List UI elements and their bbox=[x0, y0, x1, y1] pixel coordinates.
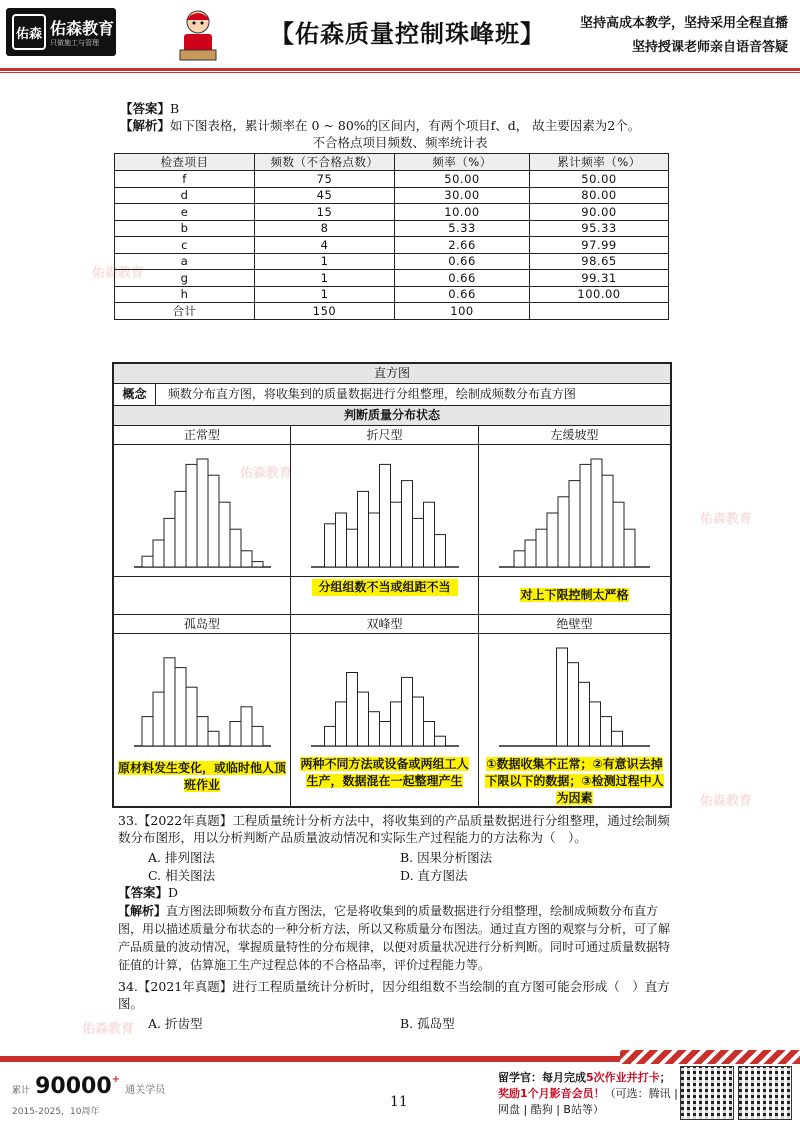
histogram-bar bbox=[380, 722, 391, 747]
table-row bbox=[115, 253, 669, 270]
histogram-chart-left-slope bbox=[479, 445, 670, 577]
answer-block bbox=[120, 100, 680, 151]
histogram-bar bbox=[175, 491, 186, 567]
histogram-bar bbox=[514, 551, 525, 567]
histogram-bar bbox=[612, 731, 623, 746]
header-slogan-1: 坚持高成本教学，坚持采用全程直播 bbox=[579, 16, 788, 31]
histogram-bar bbox=[413, 518, 424, 567]
table-cell: e bbox=[115, 204, 255, 221]
table-row bbox=[115, 303, 669, 320]
table-cell: 97.99 bbox=[530, 237, 669, 254]
histogram-chart-zigzag bbox=[291, 445, 479, 577]
learners-count bbox=[12, 1074, 165, 1099]
chart-cell bbox=[291, 634, 479, 756]
promo-reward: 奖励1个月影音会员！ bbox=[498, 1087, 605, 1100]
histogram-bar bbox=[241, 707, 252, 746]
table-cell: 15 bbox=[255, 204, 395, 221]
table-header: 频数（不合格点数） bbox=[255, 154, 395, 171]
page-header bbox=[0, 0, 800, 78]
histogram-bar bbox=[175, 668, 186, 746]
histogram-bar bbox=[525, 540, 536, 567]
table-row bbox=[115, 220, 669, 237]
note-island: 原材料发生变化，或临时他人顶班作业 bbox=[118, 761, 287, 792]
learners-number: 90000 bbox=[35, 1074, 112, 1099]
histogram-bar bbox=[624, 529, 635, 567]
type-label-island: 孤岛型 bbox=[114, 615, 291, 634]
table-cell: 10.00 bbox=[395, 204, 530, 221]
table-cell: 0.66 bbox=[395, 253, 530, 270]
answer-label: 【答案】 bbox=[118, 885, 169, 900]
table-cell: b bbox=[115, 220, 255, 237]
q34-option-b: B. 孤岛型 bbox=[400, 1016, 455, 1031]
histogram-bar bbox=[230, 529, 241, 567]
table-cell: 2.66 bbox=[395, 237, 530, 254]
page-number: 11 bbox=[390, 1094, 408, 1110]
table-cell: 0.66 bbox=[395, 270, 530, 287]
note-bimodal: 两种不同方法或设备或两组工人生产，数据混在一起整理产生 bbox=[300, 757, 469, 788]
table-cell bbox=[530, 303, 669, 320]
histogram-bar bbox=[230, 722, 241, 747]
histogram-bar bbox=[591, 459, 602, 567]
table-row bbox=[115, 270, 669, 287]
frequency-table bbox=[114, 153, 669, 320]
chart-cell bbox=[291, 445, 479, 577]
histogram-bar bbox=[142, 556, 153, 567]
q33-option-a: A. 排列图法 bbox=[148, 850, 215, 865]
table-cell: 95.33 bbox=[530, 220, 669, 237]
histogram-bar bbox=[153, 692, 164, 746]
histogram-bar bbox=[391, 502, 402, 567]
table-cell: a bbox=[115, 253, 255, 270]
promo-text-a: 每月完成 bbox=[542, 1071, 586, 1084]
question-33-stem: 33.【2022年真题】工程质量统计分析方法中，将收集到的产品质量数据进行分组整理，通过绘制频数分布图形，用以分析判断产品质量波动情况和实际生产过程能力的方法称为（ ）。 bbox=[118, 813, 670, 845]
histogram-bar bbox=[208, 475, 219, 567]
histogram-bar bbox=[413, 697, 424, 746]
histogram-bar bbox=[358, 491, 369, 567]
histogram-bar bbox=[186, 687, 197, 746]
note-left-slope: 对上下限控制太严格 bbox=[520, 588, 629, 602]
table-cell: 1 bbox=[255, 270, 395, 287]
promo-text-b: 5次作业并打卡 bbox=[586, 1071, 660, 1084]
table-header: 检查项目 bbox=[115, 154, 255, 171]
histogram-bar bbox=[557, 648, 568, 746]
histogram-chart-bimodal bbox=[291, 634, 479, 756]
watermark: 佑森教育 bbox=[82, 1022, 135, 1037]
promo-label: 留学官： bbox=[498, 1071, 542, 1084]
table-cell: 98.65 bbox=[530, 253, 669, 270]
q34-option-a: A. 折齿型 bbox=[148, 1016, 203, 1031]
table-cell: 150 bbox=[255, 303, 395, 320]
analysis-label: 【解析】 bbox=[118, 904, 167, 918]
table-cell: 4 bbox=[255, 237, 395, 254]
learners-prefix: 累计 bbox=[12, 1086, 31, 1096]
histogram-bar bbox=[424, 722, 435, 747]
note-cell bbox=[479, 577, 670, 615]
histogram-bar bbox=[252, 726, 263, 746]
histogram-bar bbox=[601, 717, 612, 746]
histogram-chart-island bbox=[114, 634, 291, 756]
section-title: 判断质量分布状态 bbox=[114, 406, 670, 426]
table-row bbox=[115, 187, 669, 204]
question-34-stem: 34.【2021年真题】进行工程质量统计分析时，因分组组数不当绘制的直方图可能会形成（ ）直方图。 bbox=[118, 979, 670, 1011]
header-divider-thin bbox=[0, 72, 800, 73]
anniversary-years: 2015-2025，10周年 bbox=[12, 1107, 100, 1117]
histogram-bar bbox=[347, 529, 358, 567]
table-cell: 75 bbox=[255, 171, 395, 188]
table-cell: 8 bbox=[255, 220, 395, 237]
histogram-bar bbox=[369, 513, 380, 567]
histogram-chart-cliff bbox=[479, 634, 670, 756]
q33-analysis-text: 直方图法即频数分布直方图法，它是将收集到的质量数据进行分组整理，绘制成频数分布直方图，用以描述质量分布状态的一种分析方法，所以又称质量分布图法。通过直方图的观察与分析，可了解产品质量的波动情况，掌握质量特性的分布规律，以便对质量状况进行分析判断。同时可通过质量数据特征值的计算，估算施工生产过程总体的不合格品率，评价过程能力等。 bbox=[118, 904, 671, 972]
table-header: 累计频率（%） bbox=[530, 154, 669, 171]
answer-label: 【答案】 bbox=[120, 101, 171, 116]
note-cell-normal bbox=[114, 577, 291, 615]
histogram-bar bbox=[424, 502, 435, 567]
histogram-bar bbox=[590, 702, 601, 746]
note-cell bbox=[479, 756, 670, 806]
histogram-bar bbox=[579, 682, 590, 746]
histogram-bar bbox=[602, 475, 613, 567]
learners-suffix: 通关学员 bbox=[125, 1085, 166, 1096]
concept-label: 概念 bbox=[114, 384, 156, 405]
q33-analysis bbox=[118, 902, 678, 974]
qr-code-icon bbox=[680, 1066, 734, 1120]
watermark: 佑森教育 bbox=[700, 794, 753, 809]
histogram-bar bbox=[402, 677, 413, 746]
logo-mark-icon: 佑森 bbox=[12, 14, 46, 50]
note-cell bbox=[291, 756, 479, 806]
footer-stripes bbox=[620, 1050, 800, 1064]
histogram-bar bbox=[358, 692, 369, 746]
histogram-bar bbox=[536, 529, 547, 567]
note-cell bbox=[114, 756, 291, 806]
table-cell: 1 bbox=[255, 286, 395, 303]
histogram-bar bbox=[435, 535, 446, 567]
table-cell: f bbox=[115, 171, 255, 188]
q33-option-b: B. 因果分析图法 bbox=[400, 850, 493, 865]
watermark: 佑森教育 bbox=[92, 266, 145, 281]
histogram-bar bbox=[252, 562, 263, 567]
histogram-bar bbox=[153, 540, 164, 567]
answer-value: B bbox=[170, 101, 180, 116]
analysis-text: 如下图表格，累计频率在 0 ~ 80%的区间内，有两个项目f、d， 故主要因素为2个。 bbox=[170, 118, 641, 133]
histogram-bar bbox=[435, 736, 446, 746]
note-cliff: ①数据收集不正常；②有意识去掉下限以下的数据；③检测过程中人为因素 bbox=[485, 757, 664, 805]
chart-cell bbox=[114, 445, 291, 577]
histogram-bar bbox=[580, 464, 591, 567]
histogram-bar bbox=[347, 673, 358, 747]
table-row bbox=[115, 237, 669, 254]
histogram-bar bbox=[369, 712, 380, 746]
histogram-bar bbox=[380, 464, 391, 567]
table-cell: 30.00 bbox=[395, 187, 530, 204]
type-label-normal: 正常型 bbox=[114, 426, 291, 445]
concept-row bbox=[114, 384, 670, 406]
promo-text bbox=[498, 1070, 678, 1118]
chart-cell bbox=[114, 634, 291, 756]
chart-cell bbox=[479, 445, 670, 577]
table-cell: 合计 bbox=[115, 303, 255, 320]
header-slogan-2: 坚持授课老师亲自语音答疑 bbox=[631, 40, 788, 55]
table-cell: 0.66 bbox=[395, 286, 530, 303]
q33-option-d: D. 直方图法 bbox=[400, 868, 468, 883]
table-cell: d bbox=[115, 187, 255, 204]
answer-value: D bbox=[168, 885, 179, 900]
logo bbox=[6, 8, 116, 56]
histogram-bar bbox=[142, 717, 153, 746]
histogram-bar bbox=[613, 502, 624, 567]
table-cell: 100.00 bbox=[530, 286, 669, 303]
table-title: 不合格点项目频数、频率统计表 bbox=[312, 135, 488, 150]
table-header-row bbox=[115, 154, 669, 171]
table-cell: g bbox=[115, 270, 255, 287]
q33-answer bbox=[118, 884, 678, 901]
table-cell: 80.00 bbox=[530, 187, 669, 204]
qr-code-icon bbox=[738, 1066, 792, 1120]
histogram-bar bbox=[336, 513, 347, 567]
table-row bbox=[115, 204, 669, 221]
histogram-bar bbox=[164, 518, 175, 567]
learners-plus: + bbox=[111, 1074, 121, 1085]
histogram-bar bbox=[391, 702, 402, 746]
histogram-box bbox=[112, 362, 672, 808]
table-cell: 45 bbox=[255, 187, 395, 204]
chart-cell bbox=[479, 634, 670, 756]
q33-option-c: C. 相关图法 bbox=[148, 868, 216, 883]
histogram-bar bbox=[325, 524, 336, 567]
histogram-bar bbox=[336, 702, 347, 746]
table-cell: 90.00 bbox=[530, 204, 669, 221]
histogram-bar bbox=[547, 513, 558, 567]
logo-slogan: 只做施工与管理 bbox=[50, 39, 99, 47]
table-cell: 1 bbox=[255, 253, 395, 270]
histogram-bar bbox=[208, 731, 219, 746]
note-zigzag: 分组组数不当或组距不当 bbox=[312, 579, 458, 596]
histogram-bar bbox=[402, 481, 413, 567]
concept-text: 频数分布直方图，将收集到的质量数据进行分组整理，绘制成频数分布直方图 bbox=[167, 387, 576, 401]
table-cell: 5.33 bbox=[395, 220, 530, 237]
histogram-title: 直方图 bbox=[114, 364, 670, 384]
table-cell: c bbox=[115, 237, 255, 254]
table-row bbox=[115, 171, 669, 188]
type-label-left-gentle-slope: 左缓坡型 bbox=[479, 426, 670, 445]
histogram-bar bbox=[325, 726, 336, 746]
promo-text-c: ； bbox=[659, 1071, 671, 1084]
table-cell: 50.00 bbox=[530, 171, 669, 188]
table-cell: 50.00 bbox=[395, 171, 530, 188]
watermark: 佑森教育 bbox=[700, 512, 753, 527]
histogram-bar bbox=[568, 663, 579, 746]
logo-name: 佑森教育 bbox=[50, 19, 115, 38]
histogram-bar bbox=[197, 459, 208, 567]
histogram-chart-normal bbox=[114, 445, 291, 577]
course-title: 【佑森质量控制珠峰班】 bbox=[270, 20, 545, 48]
histogram-bar bbox=[569, 481, 580, 567]
note-cell bbox=[291, 577, 479, 615]
table-cell: 99.31 bbox=[530, 270, 669, 287]
table-header: 频率（%） bbox=[395, 154, 530, 171]
analysis-label: 【解析】 bbox=[120, 118, 171, 133]
mascot-icon bbox=[174, 8, 222, 64]
type-label-bimodal: 双峰型 bbox=[291, 615, 479, 634]
histogram-bar bbox=[164, 658, 175, 746]
promo-options: （可选：腾讯 | 网盘 | 酷狗 | B站等） bbox=[498, 1087, 678, 1116]
header-divider bbox=[0, 68, 800, 71]
histogram-bar bbox=[241, 551, 252, 567]
watermark: 佑森教育 bbox=[240, 466, 293, 481]
histogram-bar bbox=[558, 497, 569, 567]
histogram-bar bbox=[197, 717, 208, 746]
type-label-cliff: 绝壁型 bbox=[479, 615, 670, 634]
table-cell: h bbox=[115, 286, 255, 303]
histogram-bar bbox=[219, 502, 230, 567]
table-cell: 100 bbox=[395, 303, 530, 320]
table-row bbox=[115, 286, 669, 303]
histogram-bar bbox=[186, 464, 197, 567]
type-label-zigzag: 折尺型 bbox=[291, 426, 479, 445]
